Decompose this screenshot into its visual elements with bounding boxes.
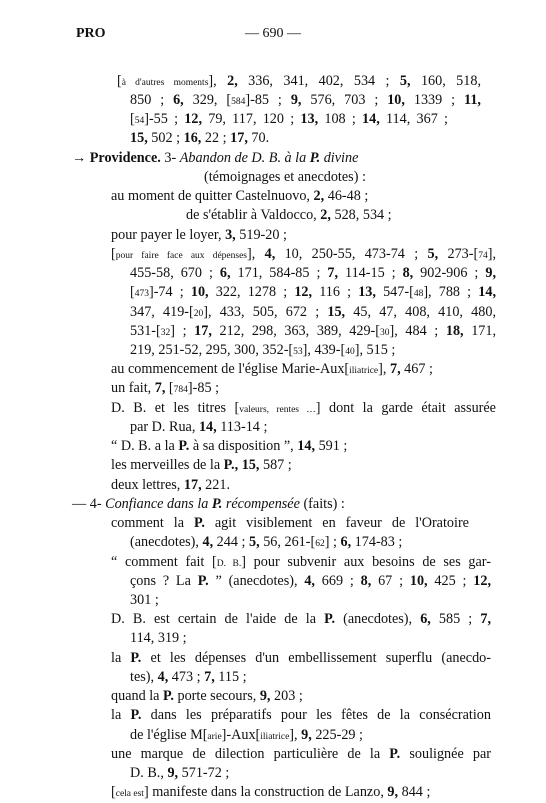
volume-number: 7, xyxy=(154,380,166,396)
entry-text: [ xyxy=(130,284,135,300)
subheading-text: Confiance dans la xyxy=(105,496,212,512)
volume-number: 9, xyxy=(301,727,312,743)
editorial-insertion: 54 xyxy=(134,116,145,126)
entry-text: 56, 261-[ xyxy=(259,534,316,550)
entry-text: au moment de quitter Castelnuovo, xyxy=(111,188,314,204)
index-line xyxy=(130,668,247,686)
entry-text: 329, [ xyxy=(183,92,232,108)
index-line xyxy=(130,726,363,746)
entry-text: 10, 250-55, 473-74 ; xyxy=(275,246,428,262)
index-line xyxy=(111,437,347,455)
volume-number: 2, xyxy=(227,73,238,89)
entry-text: 519-20 ; xyxy=(235,227,287,243)
volume-number: P. xyxy=(130,707,142,723)
volume-number: 7, xyxy=(480,611,491,627)
volume-number: 9, xyxy=(485,265,496,281)
volume-number: 8, xyxy=(360,573,372,589)
volume-number: 2, xyxy=(320,207,331,223)
entry-text: 585 ; xyxy=(430,611,481,627)
volume-number: 7, xyxy=(204,669,215,685)
entry-text: 174-83 ; xyxy=(351,534,403,550)
index-line xyxy=(111,610,491,628)
entry-text: ] ; xyxy=(324,534,341,550)
entry-text: 22 ; xyxy=(201,130,231,146)
entry-text: ], xyxy=(247,246,265,262)
entry-text: çons ? La xyxy=(130,573,198,589)
entry-text: ]-74 ; xyxy=(148,284,191,300)
entry-text: 347, 419-[ xyxy=(130,304,194,320)
volume-number: P. xyxy=(193,515,205,531)
index-line xyxy=(111,783,430,803)
entry-text: agit visiblement en faveur de l'Oratoire xyxy=(204,515,469,531)
entry-text: ], 484 ; xyxy=(389,323,446,339)
entry-text: 45, 47, 408, 410, 480, xyxy=(345,304,496,320)
editorial-insertion: 473 xyxy=(134,289,149,299)
entry-text: 1339 ; xyxy=(404,92,465,108)
entry-text: 171, 584-85 ; xyxy=(230,265,328,281)
index-line xyxy=(130,129,269,147)
editorial-insertion: 784 xyxy=(173,385,188,395)
volume-number: 3, xyxy=(225,227,236,243)
index-line xyxy=(117,72,481,92)
entry-text: 531-[ xyxy=(130,323,161,339)
entry-text: ]-55 ; xyxy=(144,111,185,127)
entry-text: 219, 251-52, 295, 300, 352-[ xyxy=(130,342,294,358)
entry-text: 113-14 ; xyxy=(216,419,268,435)
editorial-insertion: D. B. xyxy=(216,559,242,569)
entry-text: 322, 1278 ; xyxy=(208,284,295,300)
entry-text: (anecdotes), xyxy=(335,611,421,627)
index-line xyxy=(111,226,287,244)
index-line xyxy=(111,360,433,380)
entry-text: 301 ; xyxy=(130,592,159,608)
entry-text: “ D. B. a la xyxy=(111,438,179,454)
entry-text: D. B., xyxy=(130,765,168,781)
entry-text: 67 ; xyxy=(371,573,410,589)
entry-text: ], xyxy=(378,361,390,377)
entry-text: 225-29 ; xyxy=(311,727,363,743)
volume-number: 10, xyxy=(409,573,428,589)
volume-number: P. xyxy=(389,746,401,762)
entry-text: 455-58, 670 ; xyxy=(130,265,220,281)
subheading-text: Abandon de D. B. à la xyxy=(179,150,310,166)
entry-text: ]-85 ; xyxy=(187,380,220,396)
editorial-insertion: iliatrice xyxy=(260,732,290,742)
entry-text: [ xyxy=(117,73,122,89)
entry-text: de l'église M[ xyxy=(130,727,208,743)
editorial-insertion: arie xyxy=(207,732,222,742)
volume-number: 11, xyxy=(464,92,481,108)
entry-text: ] dont la garde était assurée xyxy=(315,400,496,416)
volume-number: 9, xyxy=(290,92,302,108)
volume-number: 7, xyxy=(327,265,339,281)
entry-text: ] manifeste dans la construction de Lanzo, xyxy=(143,784,388,800)
volume-number: 15, xyxy=(241,457,260,473)
entry-text: 114, 319 ; xyxy=(130,630,187,646)
index-line xyxy=(111,514,469,532)
volume-number: 6, xyxy=(173,92,184,108)
subheading-abbrev: P. xyxy=(309,150,321,166)
volume-number: P., xyxy=(223,457,239,473)
entry-text: 425 ; xyxy=(427,573,474,589)
entry-text: les merveilles de la xyxy=(111,457,224,473)
volume-number: 6, xyxy=(420,611,431,627)
entry-text: 171, xyxy=(463,323,497,339)
index-line xyxy=(130,418,267,436)
volume-number: 6, xyxy=(219,265,231,281)
entry-text: (faits) : xyxy=(299,496,345,512)
entry-text: 576, 703 ; xyxy=(301,92,388,108)
editorial-insertion: à d'autres moments xyxy=(121,78,209,88)
entry-text: ], 515 ; xyxy=(354,342,396,358)
entry-text: pour payer le loyer, xyxy=(111,227,226,243)
volume-number: P. xyxy=(178,438,190,454)
volume-number: 12, xyxy=(294,284,313,300)
entry-text: [ xyxy=(111,784,116,800)
volume-number: 16, xyxy=(183,130,202,146)
entry-text: 502 ; xyxy=(147,130,184,146)
index-line xyxy=(130,91,481,111)
index-line xyxy=(72,495,345,513)
entry-text: 273-[ xyxy=(438,246,479,262)
entry-text: ], 439-[ xyxy=(302,342,346,358)
entry-text: dans les préparatifs pour les fêtes de la consécration xyxy=(141,707,491,723)
editorial-insertion: 40 xyxy=(345,347,355,357)
entry-text: porte secours, xyxy=(173,688,260,704)
volume-number: 2, xyxy=(313,188,325,204)
volume-number: 7, xyxy=(389,361,401,377)
volume-number: 8, xyxy=(402,265,414,281)
entry-text: 116 ; xyxy=(312,284,359,300)
index-line xyxy=(111,187,368,205)
entry-text: [ xyxy=(165,380,174,396)
entry-text: 212, 298, 363, 389, 429-[ xyxy=(211,323,380,339)
entry-text: 70. xyxy=(247,130,270,146)
volume-number: 13, xyxy=(300,111,319,127)
index-line xyxy=(111,476,230,494)
editorial-insertion: 32 xyxy=(160,328,171,338)
volume-number: → Providence. xyxy=(72,150,161,166)
entry-text: ], 788 ; xyxy=(423,284,479,300)
entry-text: et les dépenses d'un embellissement superflu (anecdo- xyxy=(141,650,491,666)
volume-number: 12, xyxy=(184,111,202,127)
entry-text: ]-85 ; xyxy=(245,92,291,108)
volume-number: P. xyxy=(130,650,142,666)
entry-text: [ xyxy=(111,246,116,262)
entry-text: deux lettres, xyxy=(111,477,184,493)
entry-text: 79, 117, 120 ; xyxy=(202,111,301,127)
entry-text: ], xyxy=(487,246,496,262)
editorial-insertion: 48 xyxy=(413,289,424,299)
entry-text: 3- xyxy=(160,150,180,166)
entry-text: à sa disposition ”, xyxy=(189,438,298,454)
index-line xyxy=(111,687,303,705)
entry-text: 221. xyxy=(201,477,230,493)
index-line xyxy=(111,649,491,667)
entry-text: ]-Aux[ xyxy=(221,727,261,743)
editorial-insertion: 584 xyxy=(231,97,246,107)
entry-text: 115 ; xyxy=(214,669,247,685)
index-line xyxy=(111,456,292,474)
editorial-insertion: iliatrice xyxy=(349,366,379,376)
entry-text: ” (anecdotes), xyxy=(208,573,305,589)
entry-text: D. B. et les titres [ xyxy=(111,400,240,416)
entry-text: 160, 518, xyxy=(410,73,481,89)
volume-number: 10, xyxy=(387,92,405,108)
entry-text: un fait, xyxy=(111,380,155,396)
entry-text: 244 ; xyxy=(213,534,249,550)
entry-text: 114-15 ; xyxy=(338,265,403,281)
entry-text: la xyxy=(111,650,131,666)
volume-number: 14, xyxy=(198,419,217,435)
entry-text: D. B. est certain de l'aide de la xyxy=(111,611,325,627)
volume-number: 12, xyxy=(473,573,491,589)
index-line xyxy=(186,206,392,224)
volume-number: 4, xyxy=(202,534,214,550)
editorial-insertion: 20 xyxy=(193,309,204,319)
volume-number: 18, xyxy=(445,323,464,339)
volume-number: 9, xyxy=(259,688,271,704)
index-line xyxy=(111,553,491,573)
entry-text: ], xyxy=(208,73,228,89)
volume-number: 17, xyxy=(194,323,212,339)
editorial-insertion: pour faire face aux dépenses xyxy=(115,251,247,261)
entry-text: 850 ; xyxy=(130,92,174,108)
entry-text: 108 ; xyxy=(318,111,363,127)
entry-text: 528, 534 ; xyxy=(330,207,392,223)
entry-text: 669 ; xyxy=(314,573,361,589)
volume-number: 15, xyxy=(327,304,346,320)
volume-number: 14, xyxy=(362,111,380,127)
volume-number: 13, xyxy=(358,284,376,300)
index-line xyxy=(130,629,187,647)
index-line xyxy=(130,283,496,303)
index-line xyxy=(130,341,395,361)
subheading-text: récompensée xyxy=(222,496,300,512)
entry-text: ], xyxy=(289,727,302,743)
editorial-insertion: valeurs, rentes … xyxy=(239,405,316,415)
subheading-abbrev: P. xyxy=(211,496,223,512)
entry-text: la xyxy=(111,707,131,723)
entry-text: quand la xyxy=(111,688,164,704)
volume-number: 4, xyxy=(304,573,315,589)
header-left: PRO xyxy=(76,26,106,41)
volume-number: 9, xyxy=(167,765,179,781)
entry-text: ] ; xyxy=(170,323,195,339)
editorial-insertion: cela est xyxy=(115,789,144,799)
editorial-insertion: 62 xyxy=(315,539,325,549)
running-header xyxy=(0,26,546,46)
entry-text: 46-48 ; xyxy=(324,188,369,204)
entry-text: [ xyxy=(130,111,135,127)
entry-text: ] pour subvenir aux besoins de ses gar- xyxy=(241,554,491,570)
entry-text: 336, 341, 402, 534 ; xyxy=(237,73,400,89)
volume-number: 10, xyxy=(190,284,209,300)
volume-number: 15, xyxy=(130,130,148,146)
editorial-insertion: 30 xyxy=(380,328,390,338)
volume-number: P. xyxy=(324,611,336,627)
index-line xyxy=(130,322,496,342)
volume-number: 17, xyxy=(183,477,202,493)
index-line xyxy=(130,533,402,553)
volume-number: 5, xyxy=(249,534,260,550)
entry-text: 467 ; xyxy=(400,361,433,377)
volume-number: 9, xyxy=(387,784,399,800)
entry-text: (anecdotes), xyxy=(130,534,203,550)
volume-number: 14, xyxy=(297,438,316,454)
index-line xyxy=(130,303,496,323)
entry-text: une marque de dilection particulière de la xyxy=(111,746,390,762)
subheading-text: divine xyxy=(320,150,359,166)
volume-number: 4, xyxy=(264,246,276,262)
volume-number: 5, xyxy=(399,73,411,89)
index-line xyxy=(111,379,219,399)
entry-text: 591 ; xyxy=(315,438,348,454)
entry-text: 203 ; xyxy=(270,688,303,704)
entry-text: 473 ; xyxy=(168,669,205,685)
entry-text: 547-[ xyxy=(375,284,414,300)
entry-text: par D. Rua, xyxy=(130,419,199,435)
entry-text: — 4- xyxy=(72,496,106,512)
index-line xyxy=(111,706,491,724)
volume-number: 14, xyxy=(478,284,496,300)
entry-text: (témoignages et anecdotes) : xyxy=(204,169,366,185)
entry-text: ], 433, 505, 672 ; xyxy=(203,304,328,320)
page-number: — 690 — xyxy=(245,26,301,41)
volume-number: 6, xyxy=(340,534,352,550)
entry-text: 844 ; xyxy=(398,784,431,800)
volume-number: P. xyxy=(197,573,209,589)
entry-text: tes), xyxy=(130,669,158,685)
entry-text: au commencement de l'église Marie-Aux[ xyxy=(111,361,350,377)
index-line xyxy=(130,572,491,590)
entry-text: “ comment fait [ xyxy=(111,554,217,570)
volume-number: 4, xyxy=(157,669,169,685)
entry-text: 587 ; xyxy=(259,457,292,473)
index-line xyxy=(204,168,366,186)
index-line xyxy=(111,399,496,419)
index-line xyxy=(111,745,491,763)
entry-text: 902-906 ; xyxy=(413,265,486,281)
volume-number: P. xyxy=(163,688,174,704)
entry-text: 571-72 ; xyxy=(178,765,230,781)
entry-text: comment la xyxy=(111,515,194,531)
editorial-insertion: 53 xyxy=(293,347,303,357)
volume-number: 17, xyxy=(230,130,248,146)
volume-number: 5, xyxy=(427,246,439,262)
entry-text: 114, 367 ; xyxy=(379,111,448,127)
index-line xyxy=(72,149,358,167)
entry-text: soulignée par xyxy=(400,746,491,762)
index-line xyxy=(130,264,496,282)
entry-text: de s'établir à Valdocco, xyxy=(186,207,321,223)
index-line xyxy=(130,764,229,782)
index-line xyxy=(111,245,496,265)
index-line xyxy=(130,110,448,130)
editorial-insertion: 74 xyxy=(478,251,488,261)
index-line xyxy=(130,591,159,609)
